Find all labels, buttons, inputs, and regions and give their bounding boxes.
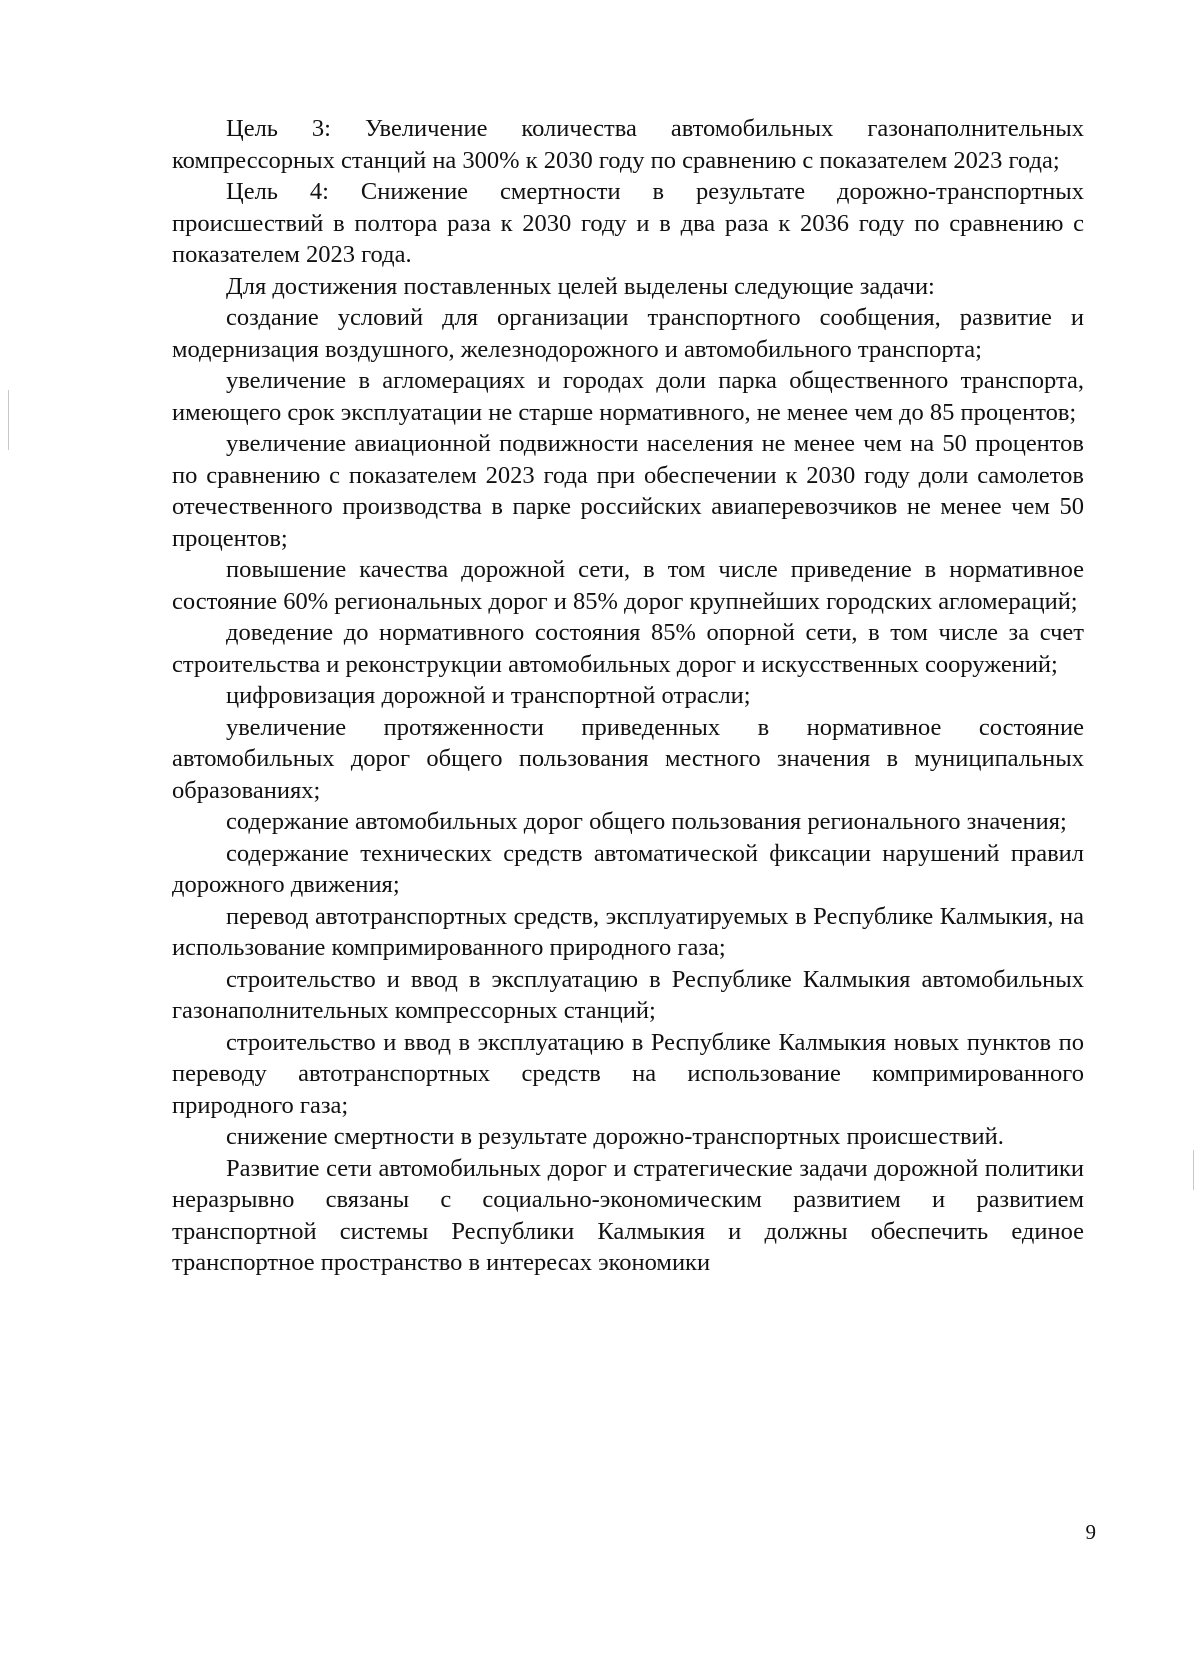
paragraph-task: повышение качества дорожной сети, в том числе приведение в нормативное состояние 60% региональных дорог и 85% дорог крупнейших городских агломераций; [172,556,1084,615]
scan-edge-right [1193,1150,1194,1190]
paragraph-goal-3: Цель 3: Увеличение количества автомобильных газонаполнительных компрессорных станций на 300% к 2030 году по сравнению с показателем 2023 года; [172,115,1084,174]
paragraph-task: содержание автомобильных дорог общего пользования регионального значения; [226,808,1067,835]
scan-edge-left [8,390,9,450]
paragraph-task: увеличение в агломерациях и городах доли парка общественного транспорта, имеющего срок эксплуатации не старше нормативного, не менее чем до 85 процентов; [172,367,1084,426]
paragraph-goal-4: Цель 4: Снижение смертности в результате дорожно-транспортных происшествий в полтора раза к 2030 году и в два раза к 2036 году по сравнению с показателем 2023 года. [172,178,1084,268]
paragraph-road-network: Развитие сети автомобильных дорог и стратегические задачи дорожной политики неразрывно связаны с социально-экономическим развитием и развитием транспортной системы Республики Калмыкия и должны обеспечить единое транспортное пространство в интересах экономики [172,1154,1084,1276]
paragraph-task: увеличение протяженности приведенных в нормативное состояние автомобильных дорог общего пользования местного значения в муниципальных образованиях; [172,713,1084,804]
paragraph-task: строительство и ввод в эксплуатацию в Республике Калмыкия новых пунктов по переводу автотранспортных средств на использование компримированного природного газа; [172,1028,1084,1119]
paragraph-task: снижение смертности в результате дорожно-транспортных происшествий. [226,1123,1004,1150]
paragraph-task: перевод автотранспортных средств, эксплуатируемых в Республике Калмыкия, на использование компримированного природного газа; [172,902,1084,961]
paragraph-task: доведение до нормативного состояния 85% опорной сети, в том числе за счет строительства и реконструкции автомобильных дорог и искусственных сооружений; [172,619,1084,678]
paragraph-task: увеличение авиационной подвижности населения не менее чем на 50 процентов по сравнению с показателем 2023 года при обеспечении к 2030 году доли самолетов отечественного производства в парке российских авиаперевозчиков не менее чем 50 процентов; [172,430,1084,552]
paragraph-task: цифровизация дорожной и транспортной отрасли; [226,682,751,709]
page-number: 9 [1085,1520,1096,1544]
paragraph-task: создание условий для организации транспортного сообщения, развитие и модернизация воздушного, железнодорожного и автомобильного транспорта; [172,304,1084,363]
document-body [172,113,1084,1279]
paragraph-tasks-intro: Для достижения поставленных целей выделены следующие задачи: [226,272,935,300]
paragraph-task: строительство и ввод в эксплуатацию в Республике Калмыкия автомобильных газонаполнительных компрессорных станций; [172,965,1084,1024]
paragraph-task: содержание технических средств автоматической фиксации нарушений правил дорожного движения; [172,839,1084,898]
